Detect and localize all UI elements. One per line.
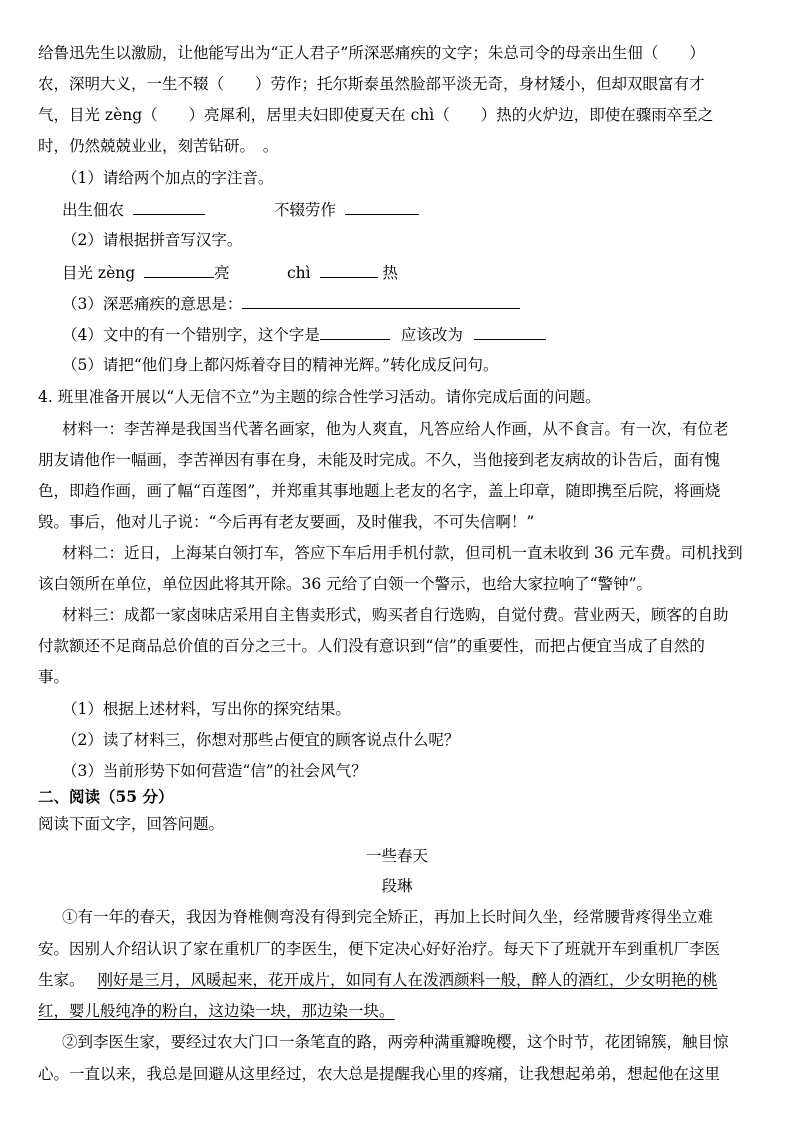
paragraph-1-line: [38, 969, 717, 991]
material-2-line: 材料二：近日，上海某白领打车，答应下车后用手机付款，但司机一直未收到 36 元车费。司机找到: [62, 544, 743, 562]
underlined-sentence: 红，婴儿般纯净的粉白，这边染一块，那边染一块。: [38, 1002, 395, 1020]
task-2: （2）读了材料三，你想对那些占便宜的顾客说点什么呢？: [62, 731, 460, 749]
material-3-line: 材料三：成都一家卤味店采用自主售卖形式，购买者自行选购，自觉付费。营业两天，顾客的自助: [62, 606, 729, 624]
question-text: 应该改为: [400, 326, 463, 344]
paragraph-1-line: ①有一年的春天，我因为脊椎侧弯没有得到完全矫正，再加上长时间久坐，经常腰背疼得坐立难: [62, 908, 714, 926]
reading-instruction: 阅读下面文字，回答问题。: [38, 815, 225, 833]
item-label: chì: [287, 264, 311, 282]
question-text: （4）文中的有一个错别字，这个字是: [62, 326, 320, 344]
material-3-line: 付款额还不足商品总价值的百分之三十。人们没有意识到“信”的重要性，而把占便宜当成了自然的: [38, 637, 705, 655]
question-5: （5）请把“他们身上都闪烁着夺目的精神光辉。”转化成反问句。: [62, 356, 499, 374]
article-author: 段琳: [381, 877, 413, 895]
question-1: （1）请给两个加点的字注音。: [62, 169, 274, 187]
paragraph-2-line: ②到李医生家，要经过农大门口一条笔直的路，两旁种满重瓣晚樱，这个时节，花团锦簇，触目惊: [62, 1033, 729, 1051]
question-text: （3）深恶痛疾的意思是：: [62, 295, 243, 313]
answer-row-2b: [287, 261, 398, 283]
answer-blank[interactable]: [144, 261, 214, 278]
passage-line: 给鲁迅先生以激励，让他能写出为“正人君子”所深恶痛疾的文字；朱总司令的母亲出生佃（ ）: [38, 44, 705, 62]
answer-row-1b: [274, 198, 419, 220]
material-2-line: 该白领所在单位，单位因此将其开除。36 元给了白领一个警示，也给大家拉响了“警钟”。: [38, 575, 653, 593]
passage-line: 农，深明大义，一生不辍（ ）劳作；托尔斯泰虽然脸部平淡无奇，身材矮小，但却双眼富有才: [38, 75, 705, 93]
passage-line: 气，目光 zèng（ ）亮犀利，居里夫妇即使夏天在 chì（ ）热的火炉边，即使在骤雨卒至之: [38, 106, 714, 124]
article-title: 一些春天: [365, 847, 428, 865]
paragraph-1-line: 安。因别人介绍认识了家在重机厂的李医生，便下定决心好好治疗。每天下了班就开车到重机厂李医: [38, 940, 721, 958]
answer-blank[interactable]: [345, 198, 419, 215]
item-label: 出生佃农: [62, 201, 125, 219]
item-label: 目光 zèng: [62, 264, 136, 282]
material-3-line: 事。: [38, 668, 70, 686]
task-1: （1）根据上述材料，写出你的探究结果。: [62, 700, 351, 718]
question-4: [62, 323, 546, 345]
question-2: （2）请根据拼音写汉字。: [62, 231, 243, 249]
item-label: 不辍劳作: [274, 201, 337, 219]
passage-line: 时，仍然兢兢业业，刻苦钻研。 。: [38, 137, 279, 155]
answer-row-2: [62, 261, 230, 283]
answer-blank[interactable]: [320, 261, 378, 278]
paragraph-2-line: 心。一直以来，我总是回避从这里经过，农大总是提醒我心里的疼痛，让我想起弟弟，想起他在这里: [38, 1065, 721, 1083]
material-1-line: 毁。事后，他对儿子说：“今后再有老友要画，及时催我，不可失信啊！”: [38, 513, 535, 531]
item-label: 热: [382, 264, 399, 282]
question-3: [62, 292, 520, 314]
answer-row-1: [62, 198, 205, 220]
task-3: （3）当前形势下如何营造“信”的社会风气？: [62, 762, 367, 780]
answer-blank[interactable]: [474, 323, 546, 340]
answer-blank[interactable]: [133, 198, 205, 215]
item-label: 亮: [214, 264, 230, 282]
material-1-line: 朋友请他作一幅画，李苦禅因有事在身，未能及时完成。不久，当他接到老友病故的讣告后，面有愧: [38, 451, 721, 469]
material-1-line: 材料一：李苦禅是我国当代著名画家，他为人爽直，凡答应给人作画，从不食言。有一次，有位老: [62, 420, 729, 438]
answer-blank[interactable]: [242, 292, 520, 309]
answer-blank[interactable]: [320, 323, 390, 340]
section-2-heading: 二、阅读（55 分）: [38, 787, 174, 806]
material-1-line: 色，即趋作画，画了幅“百莲图”，并郑重其事地题上老友的名字，盖上印章，随即携至后院，将画烧: [38, 482, 721, 500]
section-4-heading: 4. 班里准备开展以“人无信不立”为主题的综合性学习活动。请你完成后面的问题。: [38, 388, 601, 406]
underlined-sentence: 刚好是三月，风暖起来，花开成片，如同有人在泼洒颜料一般，醉人的酒红，少女明艳的桃: [97, 971, 718, 989]
paragraph-text: 生家。: [38, 971, 85, 989]
